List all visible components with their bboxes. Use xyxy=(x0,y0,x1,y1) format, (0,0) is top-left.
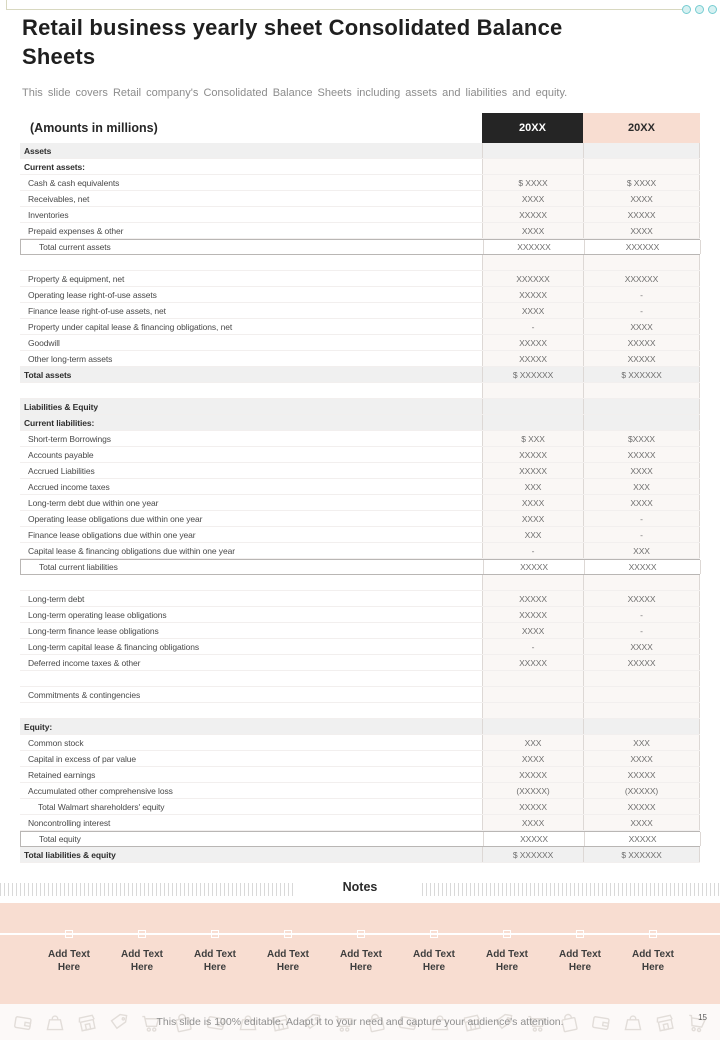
table-row xyxy=(20,479,700,495)
row-value-year1 xyxy=(482,703,583,718)
row-value-year2 xyxy=(583,575,700,590)
column-header-year2: 20XX xyxy=(583,113,700,143)
row-label: Operating lease right-of-use assets xyxy=(28,289,157,300)
row-value-year2: XXXXX xyxy=(583,351,700,366)
row-label: Receivables, net xyxy=(28,193,90,204)
table-row xyxy=(20,159,700,175)
row-label: Finance lease right-of-use assets, net xyxy=(28,305,166,316)
add-text-item[interactable]: Add Text Here xyxy=(193,949,237,973)
row-label: Retained earnings xyxy=(28,769,96,780)
row-label xyxy=(20,255,482,270)
row-label: Other long-term assets xyxy=(28,353,113,364)
row-value-year1: XXXXX xyxy=(482,351,583,366)
table-row xyxy=(20,351,700,367)
row-value-year2: XXXX xyxy=(583,463,700,478)
row-value-year1: XXXX xyxy=(482,495,583,510)
table-row xyxy=(20,687,700,703)
row-label: Accumulated other comprehensive loss xyxy=(28,785,173,796)
row-label: Deferred income taxes & other xyxy=(28,657,141,668)
row-label: Accounts payable xyxy=(28,449,94,460)
row-value-year2: XXXX xyxy=(583,495,700,510)
row-value-year1: $ XXXXXX xyxy=(482,367,583,382)
row-value-year1: (XXXXX) xyxy=(482,783,583,798)
row-value-year2: $ XXXXXX xyxy=(583,847,700,862)
row-label: Long-term debt due within one year xyxy=(28,497,159,508)
row-value-year1: XXXXX xyxy=(483,832,584,846)
table-row xyxy=(20,239,700,255)
row-value-year2 xyxy=(583,671,700,686)
row-value-year1: - xyxy=(482,543,583,558)
row-value-year1: XXXXX xyxy=(482,767,583,782)
table-row xyxy=(20,175,700,191)
row-value-year1: XXXX xyxy=(482,303,583,318)
table-row xyxy=(20,527,700,543)
row-value-year1: XXXXX xyxy=(482,655,583,670)
page-number: 15 xyxy=(698,1013,707,1022)
deco-circle-icon xyxy=(708,5,717,14)
table-row xyxy=(20,431,700,447)
row-value-year2: XXXX xyxy=(583,319,700,334)
table-row xyxy=(20,623,700,639)
row-value-year2: - xyxy=(583,303,700,318)
row-value-year1: - xyxy=(482,319,583,334)
add-text-item[interactable]: Add Text Here xyxy=(412,949,456,973)
row-value-year2: XXXXX xyxy=(584,560,701,574)
table-row xyxy=(20,735,700,751)
row-value-year1 xyxy=(482,255,583,270)
row-label: Long-term operating lease obligations xyxy=(28,609,167,620)
row-label: Prepaid expenses & other xyxy=(28,225,124,236)
row-label: Inventories xyxy=(28,209,69,220)
table-row xyxy=(20,447,700,463)
row-value-year1: XXXXX xyxy=(482,799,583,814)
table-row xyxy=(20,511,700,527)
row-value-year1 xyxy=(482,671,583,686)
table-row xyxy=(20,303,700,319)
row-value-year1: $ XXX xyxy=(482,431,583,446)
row-value-year2: XXXX xyxy=(583,751,700,766)
column-header-year1: 20XX xyxy=(482,113,583,143)
notes-heading: Notes xyxy=(342,880,378,894)
row-value-year2: - xyxy=(583,511,700,526)
page-subtitle: This slide covers Retail company's Consolidated Balance Sheets including assets and liabilities and equity. xyxy=(22,87,568,99)
row-value-year2: XXXXX xyxy=(583,799,700,814)
row-value-year2: XXXX xyxy=(583,223,700,238)
row-value-year1: XXX xyxy=(482,479,583,494)
row-value-year1: XXXXX xyxy=(482,287,583,302)
row-value-year2: XXXXX xyxy=(583,335,700,350)
add-text-item[interactable]: Add Text Here xyxy=(631,949,675,973)
timeline-marker xyxy=(211,930,219,938)
table-row xyxy=(20,271,700,287)
row-label: Commitments & contingencies xyxy=(28,689,141,700)
table-row xyxy=(20,767,700,783)
row-value-year1: XXXXX xyxy=(482,607,583,622)
row-value-year2: XXXXX xyxy=(583,447,700,462)
table-row xyxy=(20,703,700,719)
row-label: Noncontrolling interest xyxy=(28,817,111,828)
row-label: Liabilities & Equity xyxy=(24,401,99,412)
row-value-year2: XXX xyxy=(583,735,700,750)
row-value-year2: XXXX xyxy=(583,191,700,206)
row-value-year2 xyxy=(583,255,700,270)
table-row xyxy=(20,719,700,735)
row-value-year1: XXXX xyxy=(482,191,583,206)
timeline-marker xyxy=(430,930,438,938)
row-label: Short-term Borrowings xyxy=(28,433,111,444)
table-row xyxy=(20,799,700,815)
notes-hatch-right xyxy=(422,883,720,896)
table-caption: (Amounts in millions) xyxy=(30,121,158,135)
table-row xyxy=(20,671,700,687)
row-label: Current assets: xyxy=(24,161,85,172)
row-value-year2: XXXX xyxy=(583,815,700,830)
row-label: Long-term capital lease & financing obligations xyxy=(28,641,200,652)
row-value-year2: - xyxy=(583,623,700,638)
row-value-year1: XXXXXX xyxy=(483,240,584,254)
row-value-year2: - xyxy=(583,527,700,542)
table-row xyxy=(20,191,700,207)
row-value-year2: XXXXXX xyxy=(583,271,700,286)
page-title: Retail business yearly sheet Consolidated Balance Sheets xyxy=(22,15,563,69)
row-value-year1 xyxy=(482,719,583,734)
table-row xyxy=(20,495,700,511)
row-label: Property & equipment, net xyxy=(28,273,125,284)
table-row xyxy=(20,463,700,479)
add-text-item[interactable]: Add Text Here xyxy=(266,949,310,973)
table-row xyxy=(20,223,700,239)
table-row xyxy=(20,559,700,575)
row-value-year2: XXX xyxy=(583,543,700,558)
row-value-year2 xyxy=(583,159,700,174)
table-row xyxy=(20,575,700,591)
row-label: Capital in excess of par value xyxy=(28,753,137,764)
row-label: Long-term debt xyxy=(28,593,85,604)
row-value-year2: - xyxy=(583,287,700,302)
row-label: Goodwill xyxy=(28,337,60,348)
row-value-year1 xyxy=(482,575,583,590)
row-label: Total Walmart shareholders' equity xyxy=(38,801,165,812)
row-label: Total current assets xyxy=(39,242,111,252)
row-value-year2 xyxy=(583,383,700,398)
row-value-year1: XXXXX xyxy=(482,335,583,350)
table-header xyxy=(20,113,700,143)
footer-note: This slide is 100% editable. Adapt it to your need and capture your audience's attention. xyxy=(156,1016,564,1028)
row-value-year1: XXXXX xyxy=(482,591,583,606)
table-row xyxy=(20,655,700,671)
row-label: Accrued Liabilities xyxy=(28,465,95,476)
row-value-year1: XXX xyxy=(482,735,583,750)
table-row xyxy=(20,287,700,303)
table-row xyxy=(20,847,700,863)
row-value-year2: XXXXXX xyxy=(584,240,701,254)
row-label: Assets xyxy=(24,145,52,156)
row-value-year2: $ XXXX xyxy=(583,175,700,190)
row-label: Finance lease obligations due within one year xyxy=(28,529,196,540)
row-value-year2: XXX xyxy=(583,479,700,494)
table-row xyxy=(20,751,700,767)
row-value-year1: XXXXX xyxy=(482,207,583,222)
row-value-year1 xyxy=(482,143,583,158)
row-label: Property under capital lease & financing obligations, net xyxy=(28,321,233,332)
row-value-year2: XXXXX xyxy=(584,832,701,846)
row-value-year1: XXXXX xyxy=(482,463,583,478)
add-text-item[interactable]: Add Text Here xyxy=(558,949,602,973)
row-value-year1: XXXX xyxy=(482,511,583,526)
row-value-year2: XXXX xyxy=(583,639,700,654)
notes-band xyxy=(0,903,720,1004)
timeline-marker xyxy=(284,930,292,938)
row-label xyxy=(20,383,482,398)
row-label xyxy=(20,575,482,590)
table-row xyxy=(20,831,700,847)
table-row xyxy=(20,143,700,159)
row-value-year2: XXXXX xyxy=(583,207,700,222)
notes-hatch-left xyxy=(0,883,296,896)
timeline-marker xyxy=(138,930,146,938)
table-row xyxy=(20,415,700,431)
table-row xyxy=(20,207,700,223)
row-label: Operating lease obligations due within one year xyxy=(28,513,203,524)
row-value-year1: - xyxy=(482,639,583,654)
table-row xyxy=(20,591,700,607)
row-value-year1: XXXX xyxy=(482,623,583,638)
row-value-year2: $ XXXXXX xyxy=(583,367,700,382)
row-label: Common stock xyxy=(28,737,84,748)
row-label: Long-term finance lease obligations xyxy=(28,625,159,636)
row-value-year2: - xyxy=(583,607,700,622)
row-value-year1: XXXX xyxy=(482,751,583,766)
row-label: Total liabilities & equity xyxy=(24,849,116,860)
row-value-year2 xyxy=(583,143,700,158)
row-value-year1 xyxy=(482,383,583,398)
add-text-item[interactable]: Add Text Here xyxy=(120,949,164,973)
timeline-marker xyxy=(649,930,657,938)
row-value-year1: $ XXXX xyxy=(482,175,583,190)
row-label: Total current liabilities xyxy=(39,562,118,572)
row-value-year1 xyxy=(482,159,583,174)
table-row xyxy=(20,607,700,623)
footer-strip xyxy=(0,1004,720,1040)
row-value-year1: XXXXX xyxy=(482,447,583,462)
row-value-year1: XXXXX xyxy=(483,560,584,574)
row-value-year2 xyxy=(583,399,700,414)
row-label: Total assets xyxy=(24,369,72,380)
table-row xyxy=(20,255,700,271)
row-value-year1: XXXXXX xyxy=(482,271,583,286)
table-row xyxy=(20,399,700,415)
add-text-item[interactable]: Add Text Here xyxy=(47,949,91,973)
table-row xyxy=(20,543,700,559)
top-corner-tick xyxy=(6,0,7,10)
row-value-year1 xyxy=(482,687,583,702)
table-row xyxy=(20,319,700,335)
row-value-year2 xyxy=(583,687,700,702)
row-value-year1 xyxy=(482,399,583,414)
table-row xyxy=(20,383,700,399)
row-label: Total equity xyxy=(39,834,81,844)
row-value-year2 xyxy=(583,703,700,718)
row-label: Capital lease & financing obligations due within one year xyxy=(28,545,235,556)
row-value-year2 xyxy=(583,719,700,734)
add-text-item[interactable]: Add Text Here xyxy=(339,949,383,973)
row-label: Equity: xyxy=(24,721,53,732)
row-value-year2: (XXXXX) xyxy=(583,783,700,798)
row-value-year2: XXXXX xyxy=(583,655,700,670)
timeline-marker xyxy=(576,930,584,938)
row-value-year2 xyxy=(583,415,700,430)
row-value-year1: XXXX xyxy=(482,223,583,238)
timeline-marker xyxy=(65,930,73,938)
timeline-marker xyxy=(503,930,511,938)
table-row xyxy=(20,783,700,799)
table-row xyxy=(20,639,700,655)
row-label: Cash & cash equivalents xyxy=(28,177,120,188)
row-label: Current liabilities: xyxy=(24,417,95,428)
table-row xyxy=(20,367,700,383)
row-value-year2: XXXXX xyxy=(583,767,700,782)
balance-table-body xyxy=(20,143,700,863)
row-value-year1: $ XXXXXX xyxy=(482,847,583,862)
row-value-year2: $XXXX xyxy=(583,431,700,446)
top-divider-line xyxy=(6,9,682,10)
row-label xyxy=(20,671,482,686)
add-text-item[interactable]: Add Text Here xyxy=(485,949,529,973)
table-row xyxy=(20,815,700,831)
row-label xyxy=(20,703,482,718)
row-value-year2: XXXXX xyxy=(583,591,700,606)
deco-circle-icon xyxy=(695,5,704,14)
row-value-year1: XXX xyxy=(482,527,583,542)
table-row xyxy=(20,335,700,351)
row-label: Accrued income taxes xyxy=(28,481,110,492)
deco-circle-icon xyxy=(682,5,691,14)
row-value-year1: XXXX xyxy=(482,815,583,830)
timeline-marker xyxy=(357,930,365,938)
row-value-year1 xyxy=(482,415,583,430)
